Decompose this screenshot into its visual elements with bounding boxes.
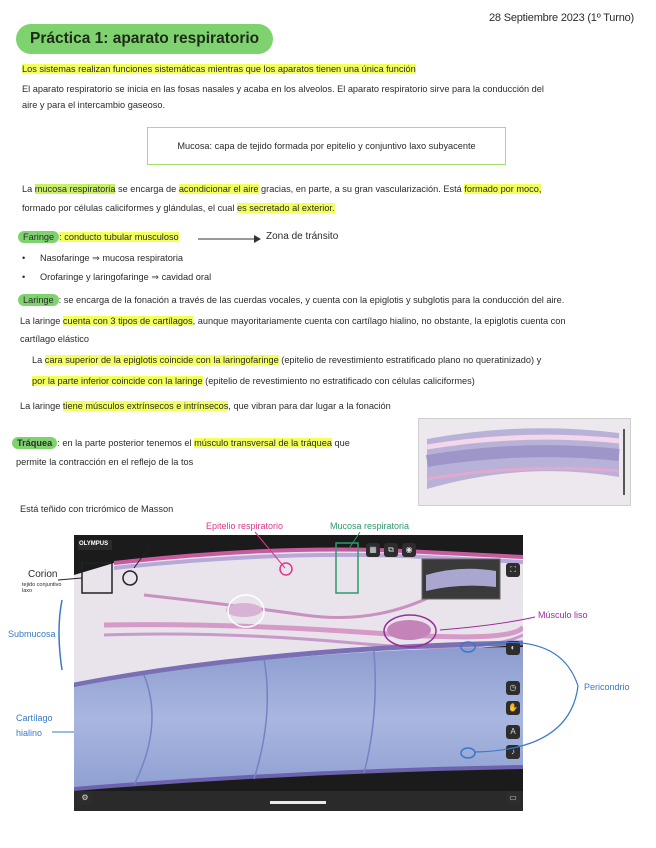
text-run: : en la parte posterior tenemos el bbox=[57, 438, 195, 448]
label-musculo-liso: Músculo liso bbox=[538, 610, 588, 620]
label-submucosa: Submucosa bbox=[8, 629, 56, 639]
text-run: , aunque mayoritariamente cuenta con cartílago hialino, no obstante, la epiglotis cuenta con bbox=[192, 316, 566, 326]
fullscreen-icon[interactable]: ⛶ bbox=[506, 563, 520, 577]
bullet-dot: • bbox=[22, 253, 26, 263]
hand-icon[interactable]: ✋ bbox=[506, 701, 520, 715]
arrow-icon bbox=[198, 234, 262, 244]
label-corion-sub: tejido conjuntivo laxo bbox=[22, 582, 62, 594]
text-run: La laringe bbox=[20, 316, 63, 326]
annotation-lines bbox=[0, 520, 656, 820]
text-tool-icon[interactable]: A bbox=[506, 725, 520, 739]
text-run: gracias, en parte, a su gran vascularización. Está bbox=[258, 184, 465, 194]
text-run: (epitelio de revestimiento estratificado plano no queratinizado) y bbox=[278, 355, 542, 365]
intro-line-2: El aparato respiratorio se inicia en las fosas nasales y acaba en los alveolos. El aparato respiratorio sirve para la conducción del bbox=[22, 84, 544, 94]
text-run: La bbox=[32, 355, 45, 365]
trachea-thumbnail-drawing bbox=[419, 419, 630, 505]
text-run: , que vibran para dar lugar a la fonación bbox=[228, 401, 391, 411]
text-run: formado por células caliciformes y glándulas, el cual bbox=[22, 203, 237, 213]
label-cartilago-1: Cartílago bbox=[16, 713, 53, 723]
text-run: (epitelio de revestimiento no estratificado con células caliciformes) bbox=[202, 376, 475, 386]
text-run: se encarga de bbox=[115, 184, 179, 194]
highlight-run: cara superior de la epiglotis coincide con la laringofaringe bbox=[44, 355, 279, 365]
label-epitelio: Epitelio respiratorio bbox=[206, 521, 284, 531]
label-mucosa-respiratoria: Mucosa respiratoria bbox=[330, 521, 410, 531]
laringe-line-4 bbox=[32, 353, 541, 367]
highlight-run: por la parte inferior coincide con la laringe bbox=[32, 376, 203, 386]
traquea-line-2: permite la contracción en el reflejo de la tos bbox=[16, 457, 194, 467]
mucosa-line-1 bbox=[22, 182, 541, 196]
highlight-run: músculo transversal de la tráquea bbox=[194, 438, 332, 448]
intro-line-3: aire y para el intercambio gaseoso. bbox=[22, 100, 165, 110]
laringe-label: Laringe bbox=[18, 294, 59, 306]
page-title: Práctica 1: aparato respiratorio bbox=[16, 24, 273, 54]
highlight-run: es secretado al exterior. bbox=[237, 203, 335, 213]
faringe-label: Faringe bbox=[18, 231, 59, 243]
bullet-dot: • bbox=[22, 272, 26, 282]
layers-icon[interactable]: ⧉ bbox=[384, 543, 398, 557]
grid-icon[interactable]: ▦ bbox=[366, 543, 380, 557]
intro-highlight: Los sistemas realizan funciones sistemáticas mientras que los aparatos tienen una única función bbox=[22, 64, 416, 74]
highlight-run: acondicionar el aire bbox=[178, 184, 259, 194]
settings-icon[interactable]: ⚙ bbox=[78, 791, 92, 805]
camera-icon[interactable]: ◉ bbox=[402, 543, 416, 557]
stain-caption: Está teñido con tricrómico de Masson bbox=[20, 504, 174, 514]
laringe-line-2 bbox=[20, 314, 565, 328]
faringe-arrow-text: Zona de tránsito bbox=[266, 231, 339, 242]
text-run: La laringe bbox=[20, 401, 63, 411]
faringe-text: : conducto tubular musculoso bbox=[59, 232, 179, 242]
text-run: que bbox=[332, 438, 350, 448]
trachea-thumbnail bbox=[418, 418, 631, 506]
faringe-bullet-2: Orofaringe y laringofaringe ⇒ cavidad oral bbox=[40, 272, 212, 282]
intro-line-1 bbox=[22, 62, 416, 76]
brand-logo: OLYMPUS bbox=[79, 541, 109, 547]
traquea-line-1 bbox=[12, 436, 350, 450]
window-icon[interactable]: ▭ bbox=[506, 791, 520, 805]
highlight-run: mucosa respiratoria bbox=[34, 184, 116, 194]
highlight-run: formado por moco, bbox=[464, 184, 542, 194]
laringe-line-3: cartílago elástico bbox=[20, 334, 89, 344]
mucosa-line-2 bbox=[22, 201, 335, 215]
label-pericondrio: Pericondrio bbox=[584, 682, 630, 692]
traquea-label: Tráquea bbox=[12, 437, 57, 449]
tool-icon[interactable]: ◐ bbox=[506, 641, 520, 655]
music-icon[interactable]: ♪ bbox=[506, 745, 520, 759]
definition-box: Mucosa: capa de tejido formada por epitelio y conjuntivo laxo subyacente bbox=[147, 127, 506, 165]
highlight-run: cuenta con 3 tipos de cartílagos bbox=[62, 316, 193, 326]
laringe-line-5 bbox=[32, 374, 475, 388]
laringe-line-6 bbox=[20, 399, 391, 413]
date-text: 28 Septiembre 2023 (1º Turno) bbox=[489, 12, 634, 24]
highlight-run: tiene músculos extrínsecos e intrínsecos bbox=[62, 401, 229, 411]
text-run: : se encarga de la fonación a través de las cuerdas vocales, y cuenta con la epiglotis y subglotis para la conducción del aire. bbox=[58, 295, 565, 305]
timer-icon[interactable]: ◷ bbox=[506, 681, 520, 695]
faringe-line bbox=[18, 230, 179, 244]
text-run: La bbox=[22, 184, 35, 194]
label-corion: Corion bbox=[28, 569, 58, 580]
laringe-line-1 bbox=[18, 293, 564, 307]
label-cartilago-2: hialino bbox=[16, 728, 43, 738]
faringe-bullet-1: Nasofaringe ⇒ mucosa respiratoria bbox=[40, 253, 184, 263]
